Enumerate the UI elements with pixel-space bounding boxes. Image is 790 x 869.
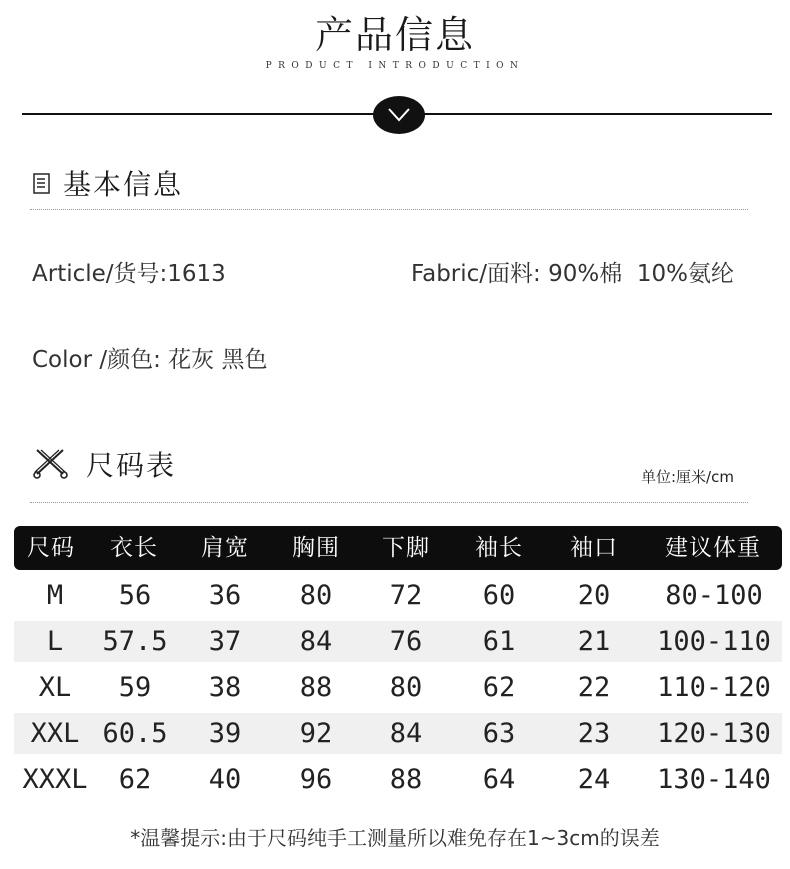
article-number: Article/货号:1613 bbox=[32, 261, 226, 287]
cell-hem: 80 bbox=[389, 672, 423, 703]
fabric-info: Fabric/面料: 90%棉 10%氨纶 bbox=[411, 261, 734, 287]
cell-chest: 84 bbox=[299, 626, 333, 657]
cell-sleeve: 60 bbox=[482, 580, 516, 611]
cell-size: XXL bbox=[30, 718, 80, 749]
header-sleeve: 袖长 bbox=[475, 535, 523, 561]
cell-shoulder: 38 bbox=[208, 672, 242, 703]
list-document-icon bbox=[32, 172, 52, 196]
cell-length: 62 bbox=[118, 764, 152, 795]
cell-sleeve: 62 bbox=[482, 672, 516, 703]
page-subtitle: PRODUCT INTRODUCTION bbox=[265, 61, 525, 71]
cell-size: XL bbox=[38, 672, 72, 703]
cell-cuff: 24 bbox=[577, 764, 611, 795]
cell-hem: 84 bbox=[389, 718, 423, 749]
cell-cuff: 21 bbox=[577, 626, 611, 657]
cell-chest: 92 bbox=[299, 718, 333, 749]
cell-shoulder: 39 bbox=[208, 718, 242, 749]
header-size: 尺码 bbox=[27, 535, 75, 561]
header-cuff: 袖口 bbox=[570, 535, 618, 561]
header-hem: 下脚 bbox=[382, 535, 430, 561]
cell-cuff: 22 bbox=[577, 672, 611, 703]
cell-length: 60.5 bbox=[102, 718, 168, 749]
chevron-down-icon bbox=[373, 96, 425, 134]
cell-chest: 88 bbox=[299, 672, 333, 703]
cell-length: 59 bbox=[118, 672, 152, 703]
cell-weight: 80-100 bbox=[665, 580, 763, 611]
cell-shoulder: 36 bbox=[208, 580, 242, 611]
scissors-icon bbox=[33, 446, 69, 480]
header-shoulder: 肩宽 bbox=[201, 535, 249, 561]
header-chest: 胸围 bbox=[292, 535, 340, 561]
cell-size: M bbox=[46, 580, 64, 611]
cell-sleeve: 63 bbox=[482, 718, 516, 749]
cell-hem: 72 bbox=[389, 580, 423, 611]
cell-size: XXXL bbox=[22, 764, 88, 795]
header-weight: 建议体重 bbox=[665, 535, 761, 561]
color-info: Color /颜色: 花灰 黑色 bbox=[32, 347, 268, 373]
unit-label: 单位:厘米/cm bbox=[641, 468, 734, 486]
cell-shoulder: 37 bbox=[208, 626, 242, 657]
header-length: 衣长 bbox=[110, 535, 158, 561]
size-chart-title: 尺码表 bbox=[86, 449, 177, 482]
cell-chest: 80 bbox=[299, 580, 333, 611]
cell-size: L bbox=[46, 626, 64, 657]
cell-chest: 96 bbox=[299, 764, 333, 795]
cell-length: 56 bbox=[118, 580, 152, 611]
cell-length: 57.5 bbox=[102, 626, 168, 657]
cell-cuff: 23 bbox=[577, 718, 611, 749]
cell-hem: 88 bbox=[389, 764, 423, 795]
cell-sleeve: 61 bbox=[482, 626, 516, 657]
cell-weight: 110-120 bbox=[657, 672, 771, 703]
basic-info-title: 基本信息 bbox=[63, 168, 184, 201]
cell-weight: 130-140 bbox=[657, 764, 771, 795]
cell-weight: 120-130 bbox=[657, 718, 771, 749]
cell-cuff: 20 bbox=[577, 580, 611, 611]
cell-weight: 100-110 bbox=[657, 626, 771, 657]
measurement-note: *温馨提示:由于尺码纯手工测量所以难免存在1~3cm的误差 bbox=[130, 826, 660, 850]
cell-sleeve: 64 bbox=[482, 764, 516, 795]
cell-hem: 76 bbox=[389, 626, 423, 657]
size-chart-divider bbox=[30, 502, 748, 503]
page-title: 产品信息 bbox=[314, 13, 475, 57]
basic-info-divider bbox=[30, 209, 748, 210]
cell-shoulder: 40 bbox=[208, 764, 242, 795]
